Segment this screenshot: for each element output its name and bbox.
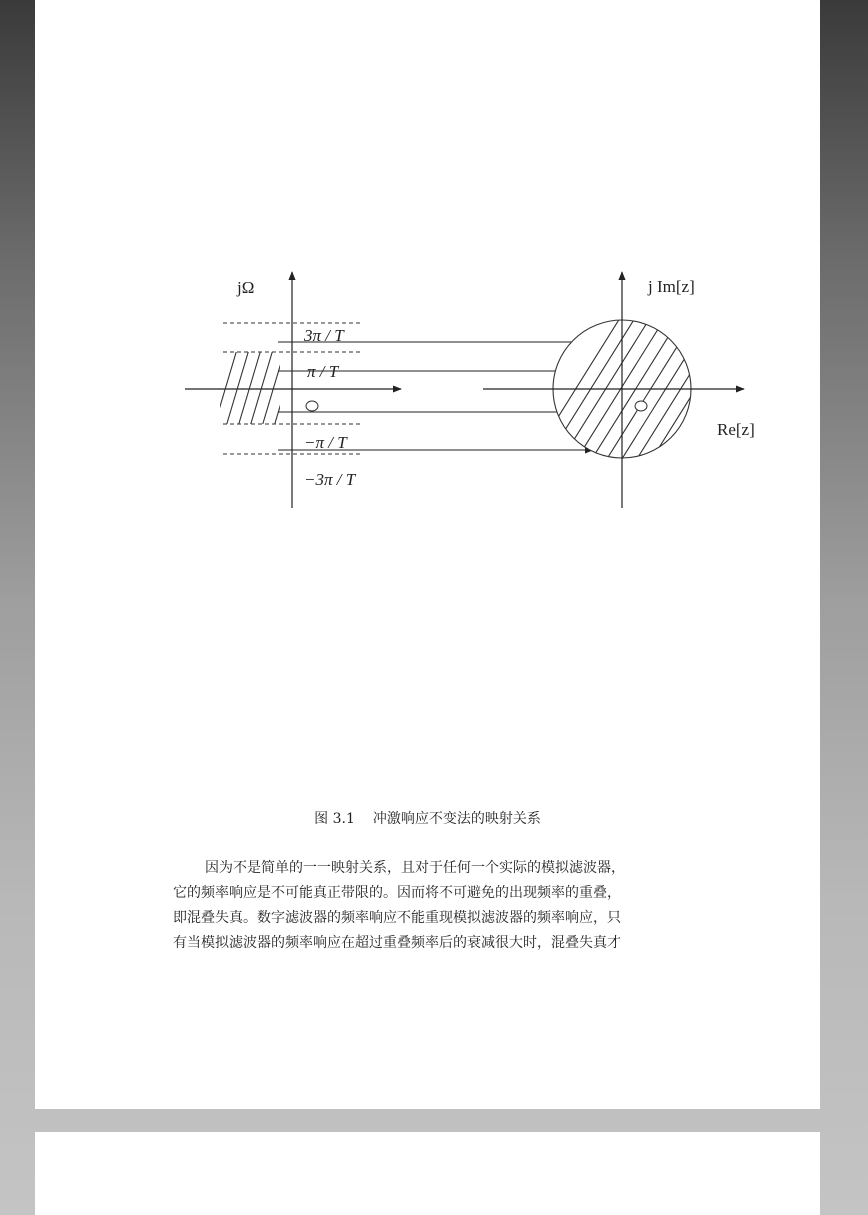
paragraph-line: 因为不是简单的一一映射关系，且对于任何一个实际的模拟滤波器， (205, 860, 625, 876)
tick-label-pi: π / T (307, 362, 339, 381)
real-axis-label: Re[z] (717, 420, 755, 439)
caption-number: 图 3.1 (314, 811, 355, 827)
body-paragraph (173, 856, 687, 956)
paragraph-line: 它的频率响应是不可能真正带限的。因而将不可避免的出现频率的重叠， (173, 885, 621, 901)
hatched-strip (213, 346, 298, 430)
s-plane (185, 272, 401, 508)
left-axis-label: jΩ (237, 278, 255, 297)
mapping-figure (35, 0, 820, 560)
z-plane (483, 272, 760, 508)
paragraph-line: 即混叠失真。数字滤波器的频率响应不能重现模拟滤波器的频率响应，只 (173, 910, 621, 926)
figure-caption (35, 808, 820, 828)
right-axis-label: j Im[z] (648, 277, 695, 296)
paragraph-line: 有当模拟滤波器的频率响应在超过重叠频率后的衰减很大时，混叠失真才 (173, 935, 621, 951)
s-plane-zero (306, 401, 318, 411)
tick-label-neg-pi: −π / T (304, 433, 347, 452)
tick-label-neg-3pi: −3π / T (304, 470, 356, 489)
tick-label-3pi: 3π / T (304, 326, 344, 345)
next-page (35, 1132, 820, 1215)
z-plane-zero (635, 401, 647, 411)
document-page (35, 0, 820, 1109)
caption-text: 冲激响应不变法的映射关系 (372, 811, 541, 827)
